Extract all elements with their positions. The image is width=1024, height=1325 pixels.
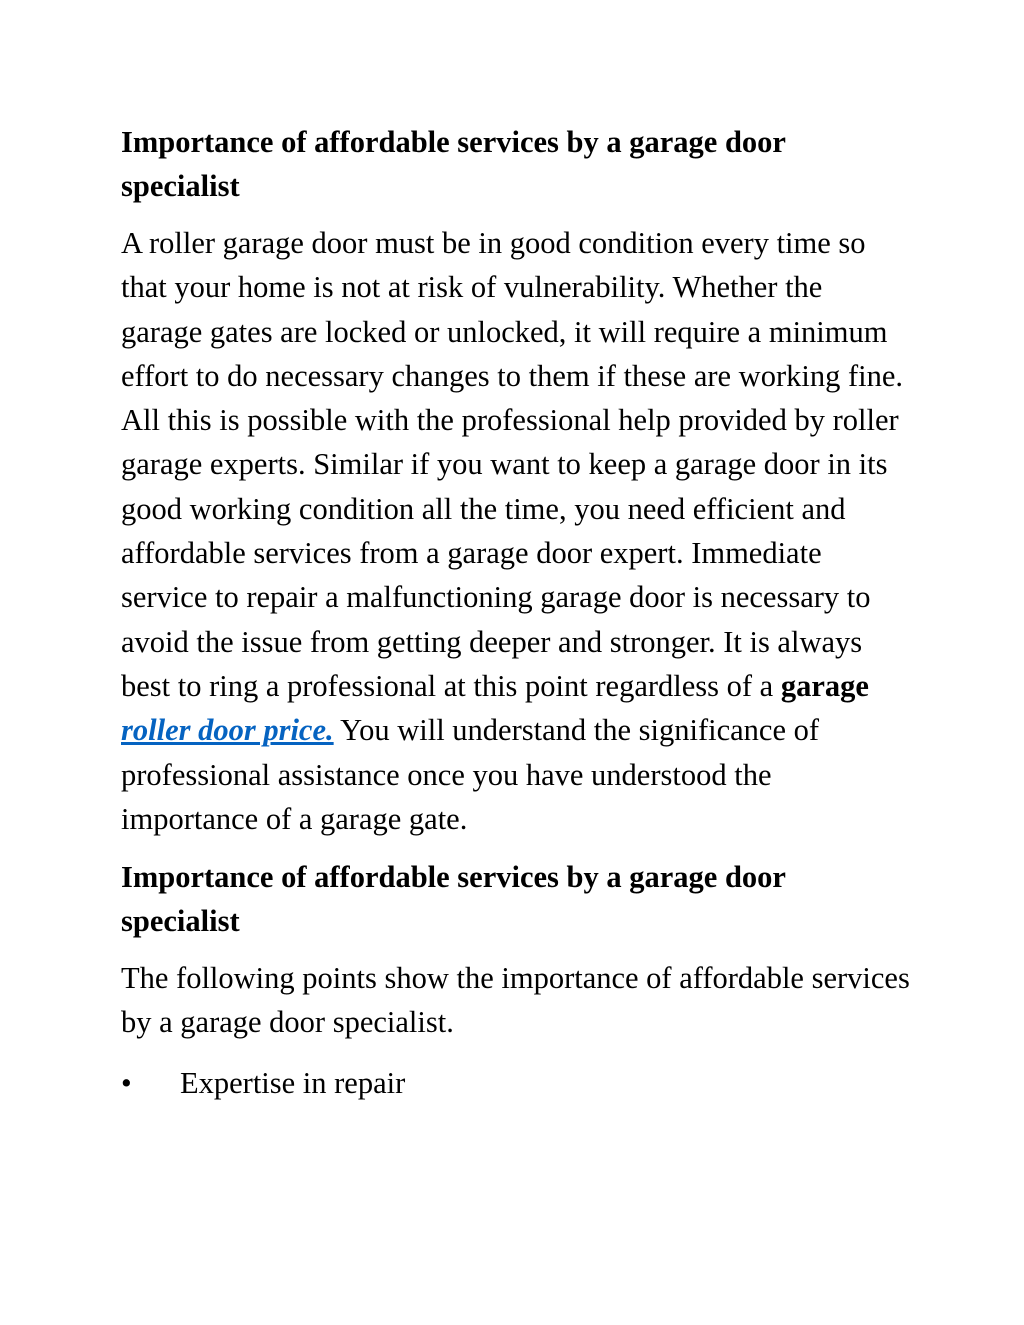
bullet-list-item <box>121 1061 911 1105</box>
bullet-icon: • <box>121 1065 132 1100</box>
paragraph-text: A roller garage door must be in good condition every time so that your home is not at risk of vulnerability. Whether the garage gates are locked or unlocked, it will require a minimum effort to do necessary changes to them if these are working fine. All this is possible with the professional help provided by roller garage experts. Similar if you want to keep a garage door in its good working condition all the time, you need efficient and affordable services from a garage door expert. Immediate service to repair a malfunctioning garage door is necessary to avoid the issue from getting deeper and stronger. It is always best to ring a professional at this point regardless of a <box>121 226 903 703</box>
roller-door-price-link[interactable]: roller door price. <box>121 713 334 748</box>
intro-paragraph: The following points show the importance of affordable services by a garage door specialist. <box>121 961 910 1040</box>
document-page <box>121 120 911 1105</box>
bullet-text: Expertise in repair <box>180 1065 406 1100</box>
body-paragraph <box>121 221 911 841</box>
section-heading-repeat: Importance of affordable services by a garage door specialist <box>121 860 786 939</box>
bold-keyword: garage <box>780 668 869 703</box>
paragraph-text-continued: You will understand the significance of professional assistance once you have understood the importance of a garage gate. <box>121 713 820 836</box>
section-heading: Importance of affordable services by a garage door specialist <box>121 125 786 203</box>
